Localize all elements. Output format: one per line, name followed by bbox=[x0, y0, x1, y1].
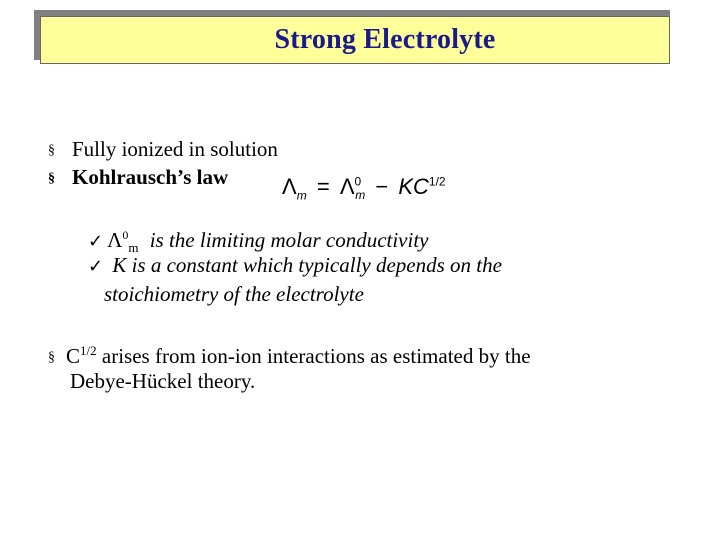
sub-bullet-text-line1: K is a constant which typically depends on the bbox=[112, 253, 502, 277]
formula-k: K bbox=[398, 174, 413, 199]
bullet-c-half-cont bbox=[70, 368, 255, 394]
formula-lambda-zero: Λ bbox=[339, 174, 355, 199]
bullet-fully-ionized bbox=[48, 136, 278, 164]
bullet-square-icon: § bbox=[48, 171, 55, 186]
bullet-text: Fully ionized in solution bbox=[72, 137, 278, 161]
checkmark-icon: ✓ bbox=[88, 231, 104, 252]
kohlrausch-formula bbox=[282, 174, 446, 202]
formula-lambda: Λ bbox=[282, 174, 297, 199]
formula-exponent: 1/2 bbox=[428, 174, 446, 189]
sub-bullet-text-line2: stoichiometry of the electrolyte bbox=[104, 282, 364, 306]
sub-bullet-text: is the limiting molar conductivity bbox=[149, 228, 429, 252]
sub-bullet-k-constant bbox=[88, 251, 502, 281]
formula-minus: − bbox=[375, 174, 389, 199]
formula-rhs-sup: 0 bbox=[354, 174, 362, 189]
formula-lhs-sub: m bbox=[296, 188, 307, 203]
formula-equals: = bbox=[316, 174, 330, 199]
bullet-text-line2: Debye-Hückel theory. bbox=[70, 369, 256, 393]
lambda-sup: 0 bbox=[122, 228, 129, 242]
lambda-symbol: Λ bbox=[107, 228, 123, 252]
bullet-kohlrausch-law bbox=[48, 164, 228, 192]
formula-rhs-sub: m bbox=[355, 188, 366, 203]
c-symbol: C bbox=[66, 344, 81, 368]
bullet-c-half bbox=[48, 338, 531, 371]
bullet-square-icon: § bbox=[48, 350, 55, 365]
sub-bullet-k-constant-cont bbox=[104, 280, 364, 308]
title-box bbox=[40, 16, 670, 64]
bullet-text-line1: arises from ion-ion interactions as estimated by the bbox=[101, 344, 531, 368]
lambda-sub: m bbox=[128, 240, 139, 256]
bullet-text: Kohlrausch’s law bbox=[72, 165, 229, 189]
checkmark-icon: ✓ bbox=[88, 256, 104, 277]
page-title: Strong Electrolyte bbox=[274, 24, 496, 55]
c-exponent: 1/2 bbox=[80, 343, 97, 358]
formula-c: C bbox=[413, 174, 429, 199]
bullet-square-icon: § bbox=[48, 143, 55, 158]
